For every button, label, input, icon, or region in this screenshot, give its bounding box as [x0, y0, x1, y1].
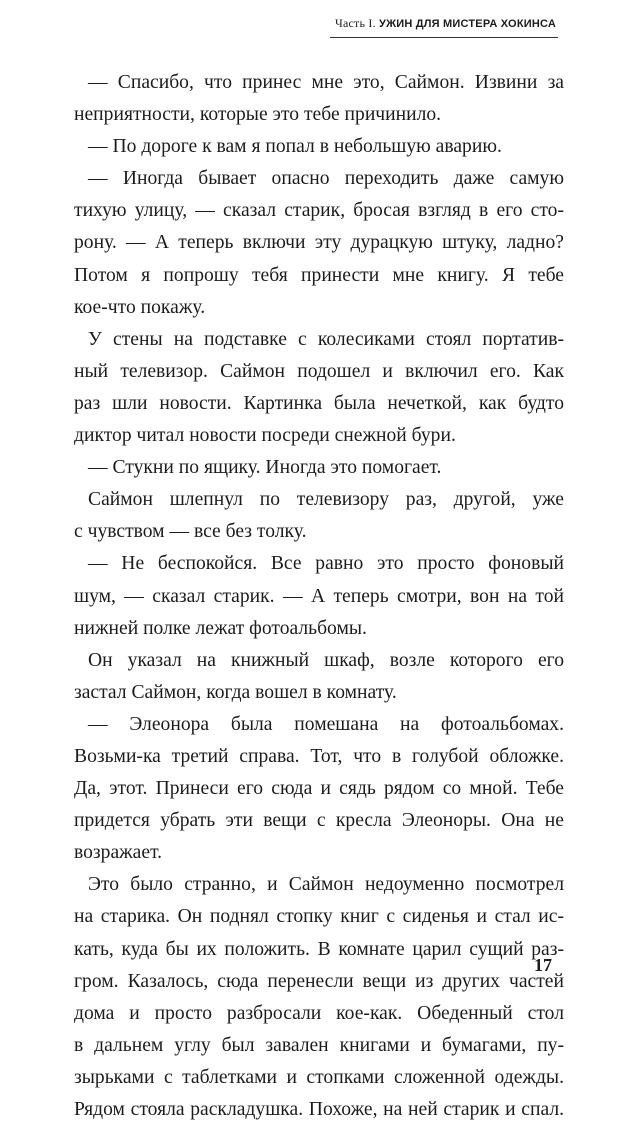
- header-rule: [330, 37, 558, 38]
- text-line: застал Саймон, когда вошел в комнату.: [74, 681, 397, 703]
- text-line: диктор читал новости посреди снежной бури.: [74, 425, 456, 447]
- text-line: У стены на подставке с колесиками стоял портатив-: [88, 328, 564, 350]
- text-line: — Не беспокойся. Все равно это просто фоновый: [88, 553, 564, 575]
- text-line: — Стукни по ящику. Иногда это помогает.: [88, 457, 442, 479]
- text-line: — Иногда бывает опасно переходить даже самую: [88, 168, 564, 190]
- text-line: Он указал на книжный шкаф, возле которого его: [88, 649, 564, 671]
- page-number: 17: [534, 955, 552, 975]
- text-line: Саймон шлепнул по телевизору раз, другой, уже: [88, 489, 564, 511]
- text-line: на старика. Он поднял стопку книг с сиденья и стал ис-: [74, 906, 564, 928]
- text-line: рону. — А теперь включи эту дурацкую штуку, ладно?: [74, 232, 564, 254]
- text-line: ный телевизор. Саймон подошел и включил его. Как: [74, 360, 564, 382]
- body-text: [74, 67, 564, 1126]
- text-line: в дальнем углу был завален книгами и бумагами, пу-: [74, 1034, 564, 1056]
- header-part: Часть I.: [335, 16, 376, 30]
- text-line: придется убрать эти вещи с кресла Элеоноры. Она не: [74, 810, 564, 832]
- text-line: зырьками с таблетками и стопками сложенной одежды.: [74, 1066, 564, 1088]
- text-line: неприятности, которые это тебе причинило.: [74, 104, 442, 126]
- text-line: кое-что покажу.: [74, 296, 206, 318]
- text-line: дома и просто разбросали кое-как. Обеденный стол: [74, 1002, 564, 1024]
- text-line: — Элеонора была помешана на фотоальбомах.: [88, 713, 564, 735]
- header-title: УЖИН ДЛЯ МИСТЕРА ХОКИНСА: [379, 18, 556, 30]
- text-line: Да, этот. Принеси его сюда и сядь рядом со мной. Тебе: [74, 778, 564, 800]
- text-line: Рядом стояла раскладушка. Похоже, на ней старик и спал.: [74, 1099, 564, 1120]
- text-line: тихую улицу, — сказал старик, бросая взгляд в его сто-: [74, 200, 564, 222]
- text-line: гром. Казалось, сюда перенесли вещи из других частей: [74, 970, 564, 992]
- text-line: кать, куда бы их положить. В комнате царил сущий раз-: [74, 938, 564, 960]
- text-line: Возьми-ка третий справа. Тот, что в голубой обложке.: [74, 745, 564, 767]
- text-line: возражает.: [74, 842, 163, 864]
- text-line: раз шли новости. Картинка была нечеткой, как будто: [74, 392, 564, 414]
- running-header: [330, 16, 556, 31]
- text-line: Потом я попрошу тебя принести мне книгу. Я тебе: [74, 264, 564, 286]
- text-line: — По дороге к вам я попал в небольшую аварию.: [88, 136, 502, 158]
- text-line: Это было странно, и Саймон недоуменно посмотрел: [88, 874, 564, 896]
- text-line: шум, — сказал старик. — А теперь смотри, вон на той: [74, 585, 564, 607]
- text-line: нижней полке лежат фотоальбомы.: [74, 617, 367, 639]
- text-line: с чувством — все без толку.: [74, 521, 307, 543]
- text-line: — Спасибо, что принес мне это, Саймон. Извини за: [88, 72, 564, 93]
